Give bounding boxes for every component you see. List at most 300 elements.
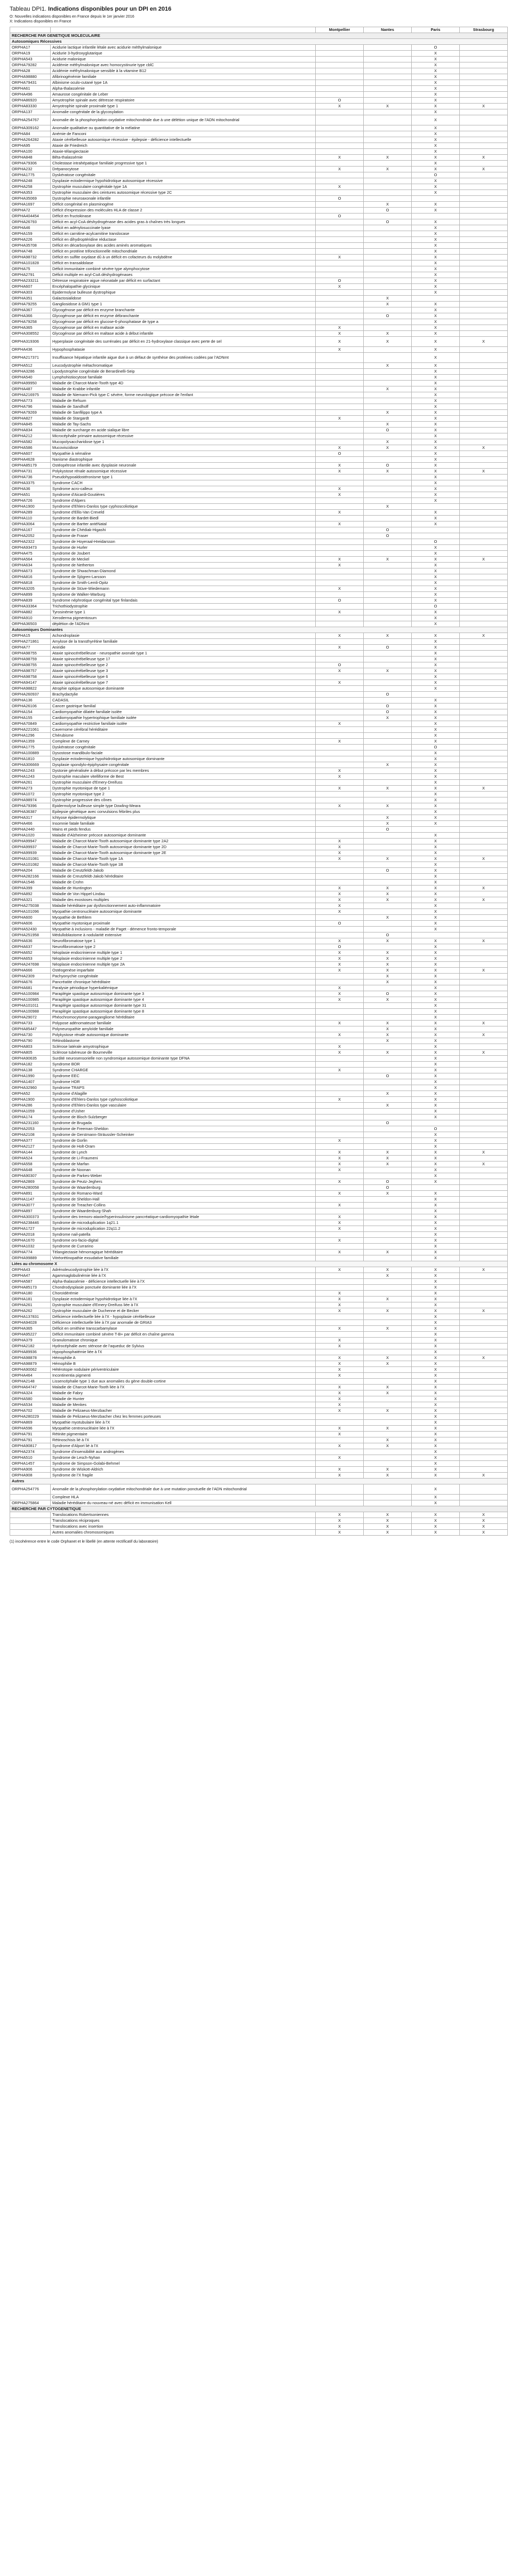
orpha-code-cell: ORPHA803 bbox=[10, 1044, 51, 1050]
disease-name-cell: Polypose adénomateuse familiale bbox=[51, 1021, 316, 1026]
table-row bbox=[10, 950, 508, 956]
strasbourg-cell bbox=[460, 568, 508, 574]
montpellier-cell bbox=[316, 504, 364, 510]
nantes-cell: X bbox=[364, 891, 412, 897]
montpellier-cell: O bbox=[316, 662, 364, 668]
nantes-cell: X bbox=[364, 1150, 412, 1156]
disease-name-cell: Syndrome de Marfan bbox=[51, 1161, 316, 1167]
disease-name-cell: Maladie de surcharge en acide sialique libre bbox=[51, 428, 316, 433]
orpha-code-cell: ORPHA1900 bbox=[10, 1097, 51, 1103]
montpellier-cell: X bbox=[316, 768, 364, 774]
disease-name-cell: Paraplégie spastique autosomique dominante type 8 bbox=[51, 1009, 316, 1015]
paris-cell bbox=[412, 533, 460, 539]
strasbourg-cell: X bbox=[460, 1161, 508, 1167]
orpha-code-cell: ORPHA906 bbox=[10, 1467, 51, 1473]
table-row bbox=[10, 184, 508, 190]
paris-cell: X bbox=[412, 1161, 460, 1167]
orpha-code-cell: ORPHA35708 bbox=[10, 243, 51, 249]
table-row bbox=[10, 592, 508, 598]
disease-name-cell: Néoplasie endocrinienne multiple type 1 bbox=[51, 950, 316, 956]
table-row bbox=[10, 1185, 508, 1191]
table-row bbox=[10, 586, 508, 592]
paris-cell: O bbox=[412, 745, 460, 750]
montpellier-cell bbox=[316, 1495, 364, 1500]
paris-cell: X bbox=[412, 1179, 460, 1185]
montpellier-cell: X bbox=[316, 1032, 364, 1038]
strasbourg-cell bbox=[460, 1208, 508, 1214]
strasbourg-cell bbox=[460, 190, 508, 196]
paris-cell bbox=[412, 692, 460, 698]
disease-name-cell: Déficit en carnitine-acylcarnitine translocase bbox=[51, 231, 316, 237]
disease-name-cell: Surdité neurosensorielle non syndromique autosomique dominante type DFNA bbox=[51, 1056, 316, 1062]
nantes-cell bbox=[364, 516, 412, 521]
nantes-cell: X bbox=[364, 1524, 412, 1530]
table-row bbox=[10, 1402, 508, 1408]
nantes-cell bbox=[364, 1320, 412, 1326]
montpellier-cell bbox=[316, 307, 364, 313]
nantes-cell: X bbox=[364, 950, 412, 956]
orpha-code-cell: ORPHA2374 bbox=[10, 1449, 51, 1455]
nantes-cell: X bbox=[364, 1103, 412, 1109]
strasbourg-cell bbox=[460, 422, 508, 428]
montpellier-cell bbox=[316, 874, 364, 880]
orpha-code-cell: ORPHA636 bbox=[10, 938, 51, 944]
orpha-code-cell: ORPHA652 bbox=[10, 950, 51, 956]
disease-name-cell: Sclérose tubéreuse de Bourneville bbox=[51, 1050, 316, 1056]
strasbourg-cell bbox=[460, 733, 508, 739]
nantes-cell: X bbox=[364, 1390, 412, 1396]
paris-cell: X bbox=[412, 1208, 460, 1214]
disease-name-cell: Myopathie centronucléaire liée à l'X bbox=[51, 1426, 316, 1432]
montpellier-cell: X bbox=[316, 997, 364, 1003]
nantes-cell bbox=[364, 1449, 412, 1455]
paris-cell: X bbox=[412, 1073, 460, 1079]
montpellier-cell bbox=[316, 704, 364, 709]
orpha-code-cell: ORPHA1407 bbox=[10, 1079, 51, 1085]
paris-cell: X bbox=[412, 363, 460, 369]
montpellier-cell bbox=[316, 539, 364, 545]
disease-name-cell: Hémophilie A bbox=[51, 1355, 316, 1361]
montpellier-cell bbox=[316, 880, 364, 886]
strasbourg-cell bbox=[460, 1068, 508, 1073]
table-row bbox=[10, 381, 508, 386]
montpellier-cell: X bbox=[316, 1373, 364, 1379]
strasbourg-cell bbox=[460, 1238, 508, 1244]
table-row bbox=[10, 237, 508, 243]
nantes-cell bbox=[364, 874, 412, 880]
paris-cell: X bbox=[412, 1291, 460, 1297]
table-row bbox=[10, 369, 508, 375]
table-row bbox=[10, 1495, 508, 1500]
paris-cell: X bbox=[412, 797, 460, 803]
paris-cell: X bbox=[412, 1408, 460, 1414]
table-row bbox=[10, 921, 508, 927]
montpellier-cell: X bbox=[316, 521, 364, 527]
montpellier-cell bbox=[316, 792, 364, 797]
nantes-cell bbox=[364, 307, 412, 313]
disease-name-cell: Translocations réciproques bbox=[51, 1518, 316, 1524]
table-row bbox=[10, 1255, 508, 1261]
table-row bbox=[10, 944, 508, 950]
montpellier-cell: X bbox=[316, 1150, 364, 1156]
nantes-cell: O bbox=[364, 645, 412, 651]
paris-cell: X bbox=[412, 86, 460, 92]
strasbourg-cell bbox=[460, 809, 508, 815]
strasbourg-cell bbox=[460, 880, 508, 886]
disease-name-cell: Alpha-thalassémie - déficience intellectuelle liée à l'X bbox=[51, 1279, 316, 1285]
disease-name-cell: Télangiectasie hémorragique héréditaire bbox=[51, 1250, 316, 1255]
montpellier-cell: X bbox=[316, 445, 364, 451]
nantes-cell: X bbox=[364, 1091, 412, 1097]
nantes-cell bbox=[364, 475, 412, 480]
paris-cell: X bbox=[412, 580, 460, 586]
montpellier-cell bbox=[316, 404, 364, 410]
paris-cell: X bbox=[412, 874, 460, 880]
nantes-cell bbox=[364, 580, 412, 586]
paris-cell: X bbox=[412, 1432, 460, 1437]
paris-cell: X bbox=[412, 815, 460, 821]
paris-cell: X bbox=[412, 451, 460, 457]
strasbourg-cell bbox=[460, 1126, 508, 1132]
strasbourg-cell bbox=[460, 639, 508, 645]
nantes-cell bbox=[364, 1144, 412, 1150]
montpellier-cell bbox=[316, 392, 364, 398]
orpha-code-cell: ORPHA180 bbox=[10, 1291, 51, 1297]
legend-new-indications: O: Nouvelles indications disponibles en France depuis le 1er janvier 2016 bbox=[10, 14, 134, 19]
table-row bbox=[10, 498, 508, 504]
nantes-cell: X bbox=[364, 104, 412, 109]
table-row bbox=[10, 1385, 508, 1390]
strasbourg-cell bbox=[460, 172, 508, 178]
paris-cell: X bbox=[412, 1437, 460, 1443]
orpha-code-cell: ORPHA98759 bbox=[10, 657, 51, 662]
nantes-cell: X bbox=[364, 974, 412, 979]
orpha-code-cell: ORPHA365 bbox=[10, 325, 51, 331]
orpha-code-cell: ORPHA77 bbox=[10, 645, 51, 651]
montpellier-cell bbox=[316, 422, 364, 428]
orpha-code-cell: ORPHA226 bbox=[10, 237, 51, 243]
paris-cell: X bbox=[412, 915, 460, 921]
strasbourg-cell bbox=[460, 792, 508, 797]
nantes-cell: X bbox=[364, 856, 412, 862]
paris-cell: X bbox=[412, 698, 460, 704]
nantes-cell: X bbox=[364, 1326, 412, 1332]
table-row bbox=[10, 1291, 508, 1297]
nantes-cell: X bbox=[364, 1408, 412, 1414]
paris-cell: X bbox=[412, 307, 460, 313]
disease-name-cell: Hypophosphatémie liée à l'X bbox=[51, 1349, 316, 1355]
strasbourg-cell bbox=[460, 850, 508, 856]
disease-name-cell: Galactosialidose bbox=[51, 296, 316, 302]
disease-name-cell: Maladie de Creutzfeldt-Jakob héréditaire bbox=[51, 874, 316, 880]
disease-name-cell: Maladie de Creutzfeldt-Jakob bbox=[51, 868, 316, 874]
table-row bbox=[10, 86, 508, 92]
paris-cell: X bbox=[412, 792, 460, 797]
nantes-cell bbox=[364, 68, 412, 74]
strasbourg-cell bbox=[460, 115, 508, 125]
orpha-code-cell: ORPHA275038 bbox=[10, 903, 51, 909]
montpellier-cell: X bbox=[316, 1191, 364, 1197]
orpha-code-cell: ORPHA4628 bbox=[10, 457, 51, 463]
disease-name-cell: Syndrome de Gorlin bbox=[51, 1138, 316, 1144]
strasbourg-cell bbox=[460, 302, 508, 307]
paris-cell: X bbox=[412, 768, 460, 774]
orpha-code-cell: ORPHA399 bbox=[10, 886, 51, 891]
paris-cell: X bbox=[412, 422, 460, 428]
strasbourg-cell bbox=[460, 1056, 508, 1062]
orpha-code-cell: ORPHA676 bbox=[10, 979, 51, 985]
paris-cell: X bbox=[412, 1361, 460, 1367]
table-row bbox=[10, 1150, 508, 1156]
disease-name-cell: Ostéopétrose infantile avec dysplasie neuronale bbox=[51, 463, 316, 469]
orpha-code-cell: ORPHA1457 bbox=[10, 1461, 51, 1467]
paris-cell: X bbox=[412, 302, 460, 307]
orpha-code-cell: ORPHA845 bbox=[10, 422, 51, 428]
montpellier-cell bbox=[316, 1414, 364, 1420]
nantes-cell bbox=[364, 1302, 412, 1308]
montpellier-cell bbox=[316, 1062, 364, 1068]
montpellier-cell bbox=[316, 313, 364, 319]
strasbourg-cell bbox=[460, 278, 508, 284]
table-row bbox=[10, 1473, 508, 1479]
montpellier-cell bbox=[316, 1437, 364, 1443]
paris-cell: X bbox=[412, 184, 460, 190]
nantes-cell bbox=[364, 190, 412, 196]
table-row bbox=[10, 457, 508, 463]
table-row bbox=[10, 125, 508, 131]
paris-cell: X bbox=[412, 1355, 460, 1361]
table-row bbox=[10, 255, 508, 260]
strasbourg-cell bbox=[460, 580, 508, 586]
disease-name-cell: Maladie de Hunter bbox=[51, 1396, 316, 1402]
montpellier-cell bbox=[316, 137, 364, 143]
disease-name-cell: Syndrome néphrotique congénital type finlandais bbox=[51, 598, 316, 604]
subsection-title: Liées au chromosome X bbox=[10, 1261, 508, 1267]
montpellier-cell: X bbox=[316, 557, 364, 563]
nantes-cell: X bbox=[364, 504, 412, 510]
nantes-cell bbox=[364, 809, 412, 815]
nantes-cell bbox=[364, 457, 412, 463]
orpha-code-cell: ORPHA303 bbox=[10, 290, 51, 296]
table-row bbox=[10, 774, 508, 780]
table-row bbox=[10, 692, 508, 698]
strasbourg-cell bbox=[460, 416, 508, 422]
disease-name-cell: Maladie de Pelizaeus-Merzbacher chez les femmes porteuses bbox=[51, 1414, 316, 1420]
orpha-code-cell: ORPHA254767 bbox=[10, 115, 51, 125]
paris-cell: X bbox=[412, 313, 460, 319]
strasbourg-cell bbox=[460, 745, 508, 750]
orpha-code-cell: ORPHA217371 bbox=[10, 353, 51, 363]
montpellier-cell bbox=[316, 353, 364, 363]
strasbourg-cell bbox=[460, 325, 508, 331]
table-row bbox=[10, 416, 508, 422]
disease-name-cell: Syndrome CHARGE bbox=[51, 1068, 316, 1073]
table-row bbox=[10, 645, 508, 651]
nantes-cell bbox=[364, 574, 412, 580]
table-row bbox=[10, 1032, 508, 1038]
nantes-cell bbox=[364, 1500, 412, 1506]
table-row bbox=[10, 1279, 508, 1285]
nantes-cell: X bbox=[364, 1026, 412, 1032]
table-row bbox=[10, 521, 508, 527]
montpellier-cell: X bbox=[316, 1455, 364, 1461]
montpellier-cell bbox=[316, 260, 364, 266]
table-row bbox=[10, 331, 508, 337]
orpha-code-cell: ORPHA232 bbox=[10, 167, 51, 172]
disease-name-cell: Pancréatite chronique héréditaire bbox=[51, 979, 316, 985]
orpha-code-cell: ORPHA848 bbox=[10, 155, 51, 161]
nantes-cell bbox=[364, 1455, 412, 1461]
disease-name-cell: Maladie de Krabbe infantile bbox=[51, 386, 316, 392]
table-row bbox=[10, 610, 508, 615]
paris-cell: X bbox=[412, 1297, 460, 1302]
disease-name-cell: Syndrome de Parkes-Weber bbox=[51, 1173, 316, 1179]
montpellier-cell bbox=[316, 1126, 364, 1132]
nantes-cell bbox=[364, 1238, 412, 1244]
disease-name-cell: Déficit en acyl-CoA déshydrogénase des acides gras à chaînes très longues bbox=[51, 219, 316, 225]
strasbourg-cell bbox=[460, 1197, 508, 1203]
disease-name-cell: Syndrome d'Aicardi-Goutières bbox=[51, 492, 316, 498]
paris-cell: O bbox=[412, 172, 460, 178]
table-row bbox=[10, 1373, 508, 1379]
montpellier-cell bbox=[316, 1232, 364, 1238]
orpha-code-cell: ORPHA79255 bbox=[10, 302, 51, 307]
orpha-code-cell: ORPHA101828 bbox=[10, 260, 51, 266]
column-header-montpellier: Montpellier bbox=[316, 27, 364, 33]
disease-name-cell: Dysplasie ectodermique hypohidrotique autosomique dominante bbox=[51, 756, 316, 762]
nantes-cell bbox=[364, 1003, 412, 1009]
paris-cell: X bbox=[412, 938, 460, 944]
orpha-code-cell: ORPHA100988 bbox=[10, 1009, 51, 1015]
disease-name-cell: Rétinite pigmentaire bbox=[51, 1432, 316, 1437]
disease-name-cell: Autres anomalies chromosomiques bbox=[51, 1530, 316, 1536]
orpha-code-cell: ORPHA774 bbox=[10, 1250, 51, 1255]
nantes-cell bbox=[364, 1015, 412, 1021]
table-row bbox=[10, 862, 508, 868]
table-row bbox=[10, 249, 508, 255]
strasbourg-cell bbox=[460, 1097, 508, 1103]
paris-cell: X bbox=[412, 950, 460, 956]
paris-cell: X bbox=[412, 997, 460, 1003]
paris-cell: X bbox=[412, 1285, 460, 1291]
section-header-row bbox=[10, 33, 508, 39]
disease-name-cell: Syndrome de Netherton bbox=[51, 563, 316, 568]
orpha-code-cell: ORPHA280058 bbox=[10, 1185, 51, 1191]
montpellier-cell bbox=[316, 80, 364, 86]
paris-cell: X bbox=[412, 410, 460, 416]
nantes-cell bbox=[364, 944, 412, 950]
table-row bbox=[10, 1073, 508, 1079]
strasbourg-cell bbox=[460, 698, 508, 704]
nantes-cell: O bbox=[364, 527, 412, 533]
nantes-cell bbox=[364, 319, 412, 325]
orpha-code-cell: ORPHA19 bbox=[10, 51, 51, 57]
disease-name-cell: Incontinentia pigmenti bbox=[51, 1373, 316, 1379]
orpha-code-cell: ORPHA100985 bbox=[10, 997, 51, 1003]
nantes-cell bbox=[364, 1338, 412, 1344]
montpellier-cell bbox=[316, 915, 364, 921]
table-row bbox=[10, 903, 508, 909]
orpha-code-cell: ORPHA748 bbox=[10, 249, 51, 255]
montpellier-cell bbox=[316, 1015, 364, 1021]
strasbourg-cell bbox=[460, 1244, 508, 1250]
orpha-code-cell: ORPHA791 bbox=[10, 1437, 51, 1443]
orpha-code-cell bbox=[10, 1530, 51, 1536]
paris-cell: X bbox=[412, 1426, 460, 1432]
disease-name-cell: Syndrome de Lynch bbox=[51, 1150, 316, 1156]
disease-name-cell: Dystonie généralisée à début précoce par les membres bbox=[51, 768, 316, 774]
disease-name-cell: Ataxie spinocérébelleuse type 3 bbox=[51, 668, 316, 674]
disease-name-cell: Maladie héréditaire du nouveau-né avec déficit en immunisation Kell bbox=[51, 1500, 316, 1506]
strasbourg-cell bbox=[460, 225, 508, 231]
paris-cell: X bbox=[412, 208, 460, 214]
montpellier-cell bbox=[316, 1132, 364, 1138]
disease-name-cell: Maladie de Charcot-Marie-Tooth type 1A bbox=[51, 856, 316, 862]
paris-cell: X bbox=[412, 249, 460, 255]
orpha-code-cell: ORPHA47 bbox=[10, 1273, 51, 1279]
paris-cell: X bbox=[412, 1500, 460, 1506]
montpellier-cell bbox=[316, 480, 364, 486]
strasbourg-cell bbox=[460, 80, 508, 86]
strasbourg-cell bbox=[460, 674, 508, 680]
nantes-cell bbox=[364, 231, 412, 237]
montpellier-cell bbox=[316, 290, 364, 296]
table-row bbox=[10, 1167, 508, 1173]
paris-cell: O bbox=[412, 539, 460, 545]
nantes-cell: X bbox=[364, 1191, 412, 1197]
nantes-cell bbox=[364, 1173, 412, 1179]
montpellier-cell: X bbox=[316, 586, 364, 592]
table-row bbox=[10, 1297, 508, 1302]
nantes-cell bbox=[364, 92, 412, 98]
montpellier-cell bbox=[316, 296, 364, 302]
nantes-cell bbox=[364, 774, 412, 780]
paris-cell: X bbox=[412, 927, 460, 933]
montpellier-cell bbox=[316, 1109, 364, 1115]
table-header-row bbox=[10, 27, 508, 33]
orpha-code-cell: ORPHA79258 bbox=[10, 319, 51, 325]
montpellier-cell bbox=[316, 692, 364, 698]
montpellier-cell bbox=[316, 109, 364, 115]
disease-name-cell: Anomalie qualitative ou quantitative de la mélatine bbox=[51, 125, 316, 131]
paris-cell: X bbox=[412, 639, 460, 645]
montpellier-cell: X bbox=[316, 850, 364, 856]
disease-name-cell: Syndrome de microduplication 1q21.1 bbox=[51, 1220, 316, 1226]
orpha-code-cell: ORPHA543 bbox=[10, 57, 51, 62]
table-row bbox=[10, 598, 508, 604]
disease-name-cell: Vitréorétinopathie exsudative familiale bbox=[51, 1255, 316, 1261]
nantes-cell bbox=[364, 284, 412, 290]
nantes-cell: O bbox=[364, 313, 412, 319]
disease-name-cell: Translocations avec insertion bbox=[51, 1524, 316, 1530]
strasbourg-cell bbox=[460, 1179, 508, 1185]
disease-name-cell: Syndrome nail-patella bbox=[51, 1232, 316, 1238]
montpellier-cell bbox=[316, 1461, 364, 1467]
table-row bbox=[10, 539, 508, 545]
table-row bbox=[10, 927, 508, 933]
montpellier-cell: X bbox=[316, 1291, 364, 1297]
strasbourg-cell bbox=[460, 178, 508, 184]
paris-cell: O bbox=[412, 45, 460, 51]
paris-cell: X bbox=[412, 1068, 460, 1073]
paris-cell: X bbox=[412, 733, 460, 739]
disease-name-cell: Brachydactylie bbox=[51, 692, 316, 698]
disease-name-cell: Cancer gastrique familial bbox=[51, 704, 316, 709]
table-row bbox=[10, 668, 508, 674]
strasbourg-cell bbox=[460, 891, 508, 897]
montpellier-cell bbox=[316, 272, 364, 278]
orpha-code-cell: ORPHA136 bbox=[10, 698, 51, 704]
